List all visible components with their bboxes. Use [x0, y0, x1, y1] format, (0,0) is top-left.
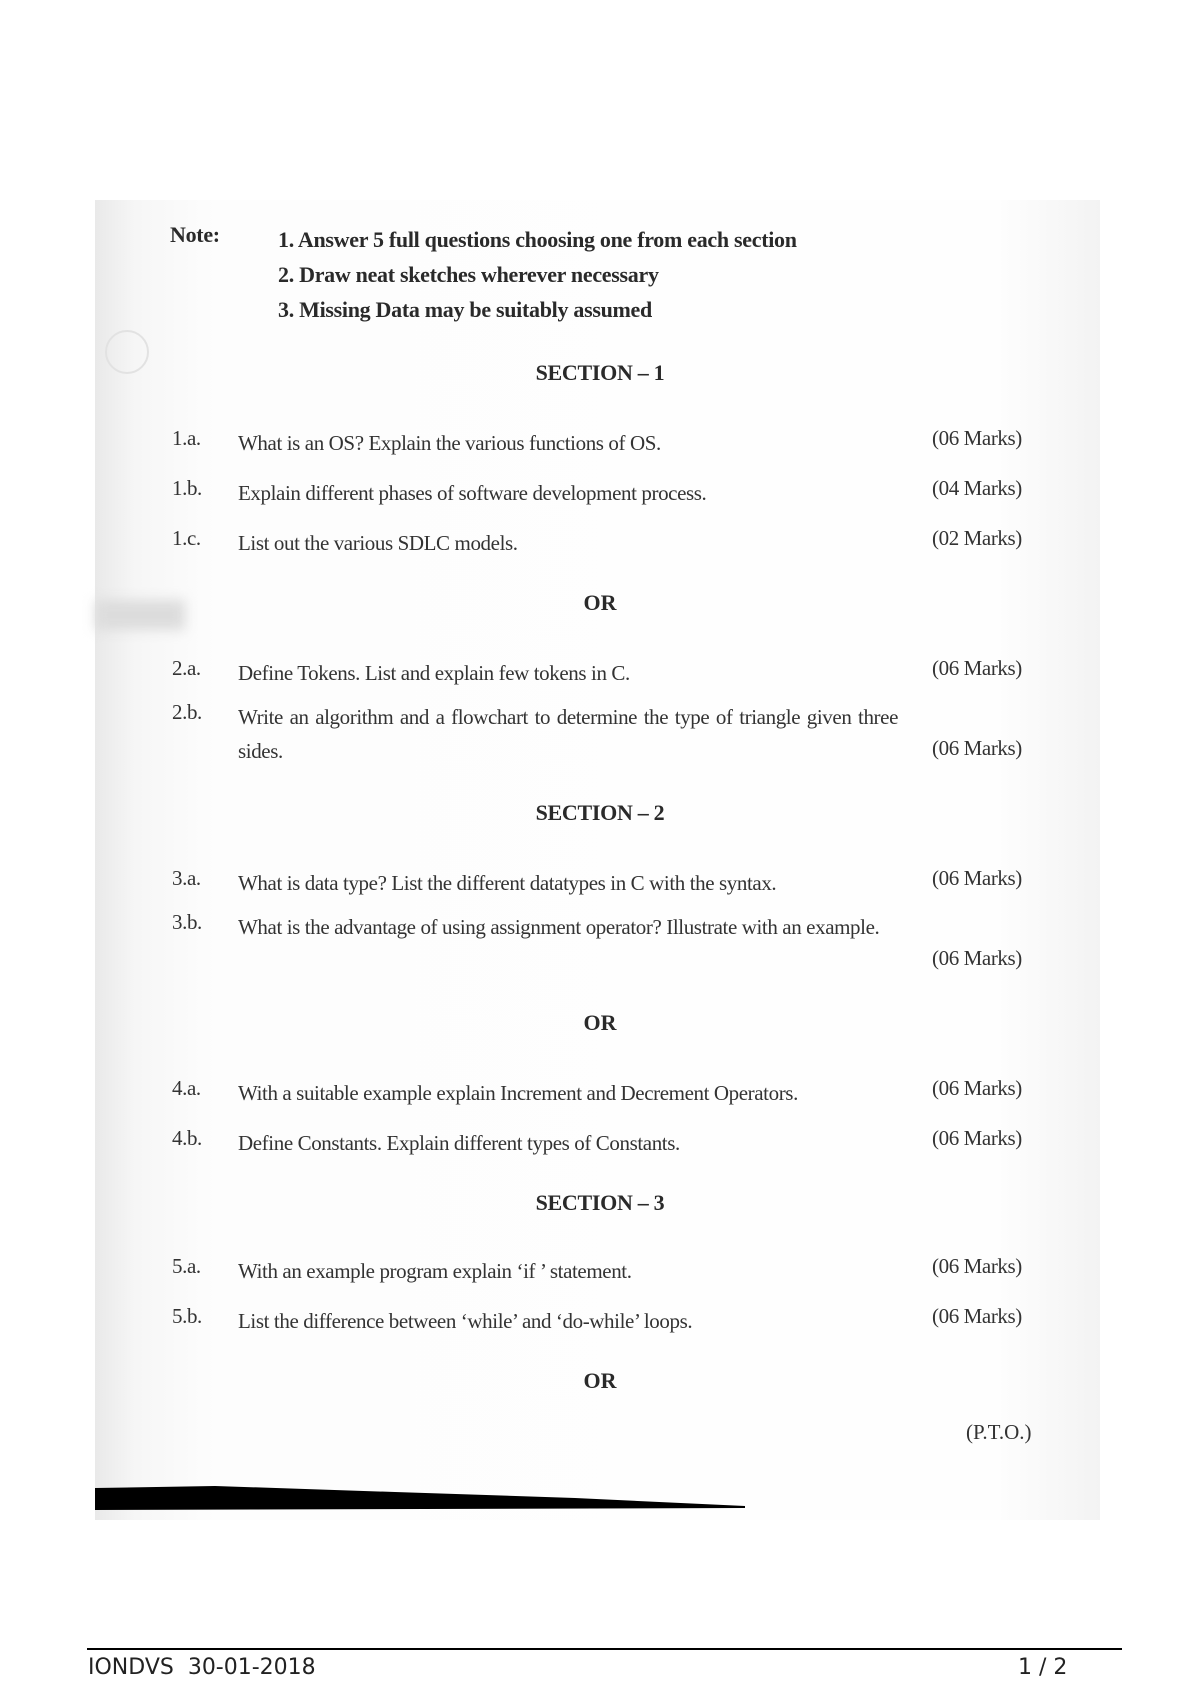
question-number: 3.a. [172, 866, 201, 890]
or-divider: OR [583, 1368, 617, 1393]
question-marks: (06 Marks) [932, 1076, 1022, 1100]
question-number: 2.b. [172, 700, 202, 724]
question-number: 5.b. [172, 1304, 202, 1328]
or-divider: OR [583, 590, 617, 615]
question-marks: (06 Marks) [932, 866, 1022, 890]
question-marks: (06 Marks) [932, 1126, 1022, 1150]
footer-document-id: IONDVS 30-01-2018 [88, 1655, 316, 1680]
question-text: Explain different phases of software development process. [238, 481, 707, 505]
question-number: 1.b. [172, 476, 202, 500]
note-item: 2. Draw neat sketches wherever necessary [278, 262, 659, 287]
question-marks: (04 Marks) [932, 476, 1022, 500]
question-marks: (06 Marks) [932, 946, 1022, 970]
question-text: What is the advantage of using assignment operator? Illustrate with an example. [238, 915, 880, 939]
question-number: 3.b. [172, 910, 202, 934]
question-marks: (06 Marks) [932, 1254, 1022, 1278]
question-text: What is an OS? Explain the various functions of OS. [238, 431, 661, 455]
question-number: 2.a. [172, 656, 201, 680]
question-marks: (06 Marks) [932, 656, 1022, 680]
footer-rule [87, 1648, 1122, 1650]
note-item: 3. Missing Data may be suitably assumed [278, 297, 652, 322]
question-text: Write an algorithm and a flowchart to determine the type of triangle given three sides. [238, 705, 898, 763]
section-1-title: SECTION – 1 [535, 360, 665, 385]
please-turn-over: (P.T.O.) [966, 1420, 1032, 1444]
footer-page-number: 1 / 2 [1018, 1655, 1068, 1680]
question-text: Define Tokens. List and explain few tokens in C. [238, 661, 630, 685]
question-text: List the difference between ‘while’ and ‘do-while’ loops. [238, 1309, 693, 1333]
question-text: What is data type? List the different datatypes in C with the syntax. [238, 871, 777, 895]
question-marks: (06 Marks) [932, 426, 1022, 450]
question-marks: (02 Marks) [932, 526, 1022, 550]
question-text: With a suitable example explain Increment and Decrement Operators. [238, 1081, 798, 1105]
note-label: Note: [170, 222, 220, 247]
question-number: 1.c. [172, 526, 201, 550]
question-marks: (06 Marks) [932, 736, 1022, 760]
question-text: Define Constants. Explain different types of Constants. [238, 1131, 680, 1155]
note-item: 1. Answer 5 full questions choosing one from each section [278, 227, 797, 252]
note-list [278, 222, 797, 327]
question-number: 5.a. [172, 1254, 201, 1278]
question-number: 4.b. [172, 1126, 202, 1150]
scan-edge-shadow [95, 1484, 745, 1510]
section-2-title: SECTION – 2 [535, 800, 665, 825]
question-marks: (06 Marks) [932, 1304, 1022, 1328]
question-number: 4.a. [172, 1076, 201, 1100]
section-3-title: SECTION – 3 [535, 1190, 665, 1215]
question-number: 1.a. [172, 426, 201, 450]
or-divider: OR [583, 1010, 617, 1035]
question-text: With an example program explain ‘if ’ statement. [238, 1259, 632, 1283]
question-text: List out the various SDLC models. [238, 531, 518, 555]
